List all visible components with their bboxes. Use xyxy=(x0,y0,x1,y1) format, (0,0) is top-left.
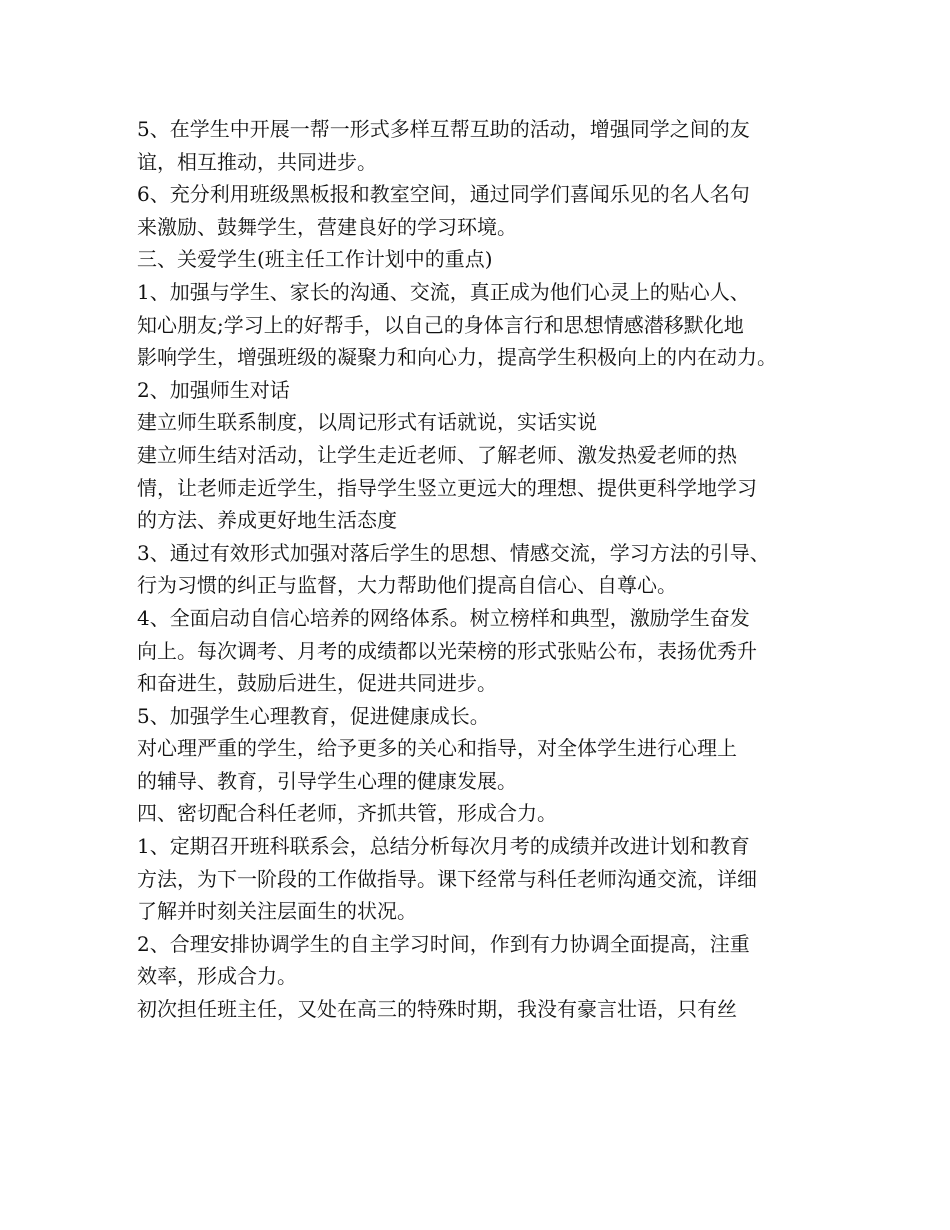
text-line: 建立师生联系制度，以周记形式有话就说，实话实说 xyxy=(137,410,597,435)
text-line: 向上。每次调考、月考的成绩都以光荣榜的形式张贴公布，表扬优秀升 xyxy=(137,638,757,663)
text-line: 1、加强与学生、家长的沟通、交流，真正成为他们心灵上的贴心人、 xyxy=(137,279,750,304)
text-line: 5、在学生中开展一帮一形式多样互帮互助的活动，增强同学之间的友 xyxy=(137,117,750,141)
text-line: 的辅导、教育，引导学生心理的健康发展。 xyxy=(137,768,517,793)
text-line: 的方法、养成更好地生活态度 xyxy=(137,508,397,533)
text-line: 影响学生，增强班级的凝聚力和向心力，提高学生积极向上的内在动力。 xyxy=(137,345,777,370)
text-line: 6、充分利用班级黑板报和教室空间，通过同学们喜闻乐见的名人名句 xyxy=(137,182,750,207)
text-line: 5、加强学生心理教育，促进健康成长。 xyxy=(137,703,490,728)
text-line: 4、全面启动自信心培养的网络体系。树立榜样和典型，激励学生奋发 xyxy=(137,605,750,630)
text-line: 1、定期召开班科联系会，总结分析每次月考的成绩并改进计划和教育 xyxy=(137,834,750,859)
section-heading: 三、关爱学生(班主任工作计划中的重点) xyxy=(137,247,493,272)
document-body xyxy=(137,113,827,1026)
text-line: 建立师生结对活动，让学生走近老师、了解老师、激发热爱老师的热 xyxy=(137,442,737,467)
text-line: 来激励、鼓舞学生，营建良好的学习环境。 xyxy=(137,214,517,239)
text-line: 3、通过有效形式加强对落后学生的思想、情感交流，学习方法的引导、 xyxy=(137,540,770,565)
text-line: 效率，形成合力。 xyxy=(137,964,297,989)
text-line: 和奋进生，鼓励后进生，促进共同进步。 xyxy=(137,671,497,696)
text-line: 方法，为下一阶段的工作做指导。课下经常与科任老师沟通交流，详细 xyxy=(137,866,757,891)
text-line: 了解并时刻关注层面生的状况。 xyxy=(137,899,417,924)
text-line: 谊，相互推动，共同进步。 xyxy=(137,149,377,174)
text-line: 2、合理安排协调学生的自主学习时间，作到有力协调全面提高，注重 xyxy=(137,931,750,956)
text-line: 对心理严重的学生，给予更多的关心和指导，对全体学生进行心理上 xyxy=(137,736,737,761)
text-line: 知心朋友;学习上的好帮手，以自己的身体言行和思想情感潜移默化地 xyxy=(137,312,744,337)
text-line: 2、加强师生对话 xyxy=(137,377,290,402)
section-heading: 四、密切配合科任老师，齐抓共管，形成合力。 xyxy=(137,801,557,826)
text-line: 行为习惯的纠正与监督，大力帮助他们提高自信心、自尊心。 xyxy=(137,573,677,598)
text-line: 情，让老师走近学生，指导学生竖立更远大的理想、提供更科学地学习 xyxy=(137,475,757,500)
text-line: 初次担任班主任，又处在高三的特殊时期，我没有豪言壮语，只有丝 xyxy=(137,997,737,1022)
